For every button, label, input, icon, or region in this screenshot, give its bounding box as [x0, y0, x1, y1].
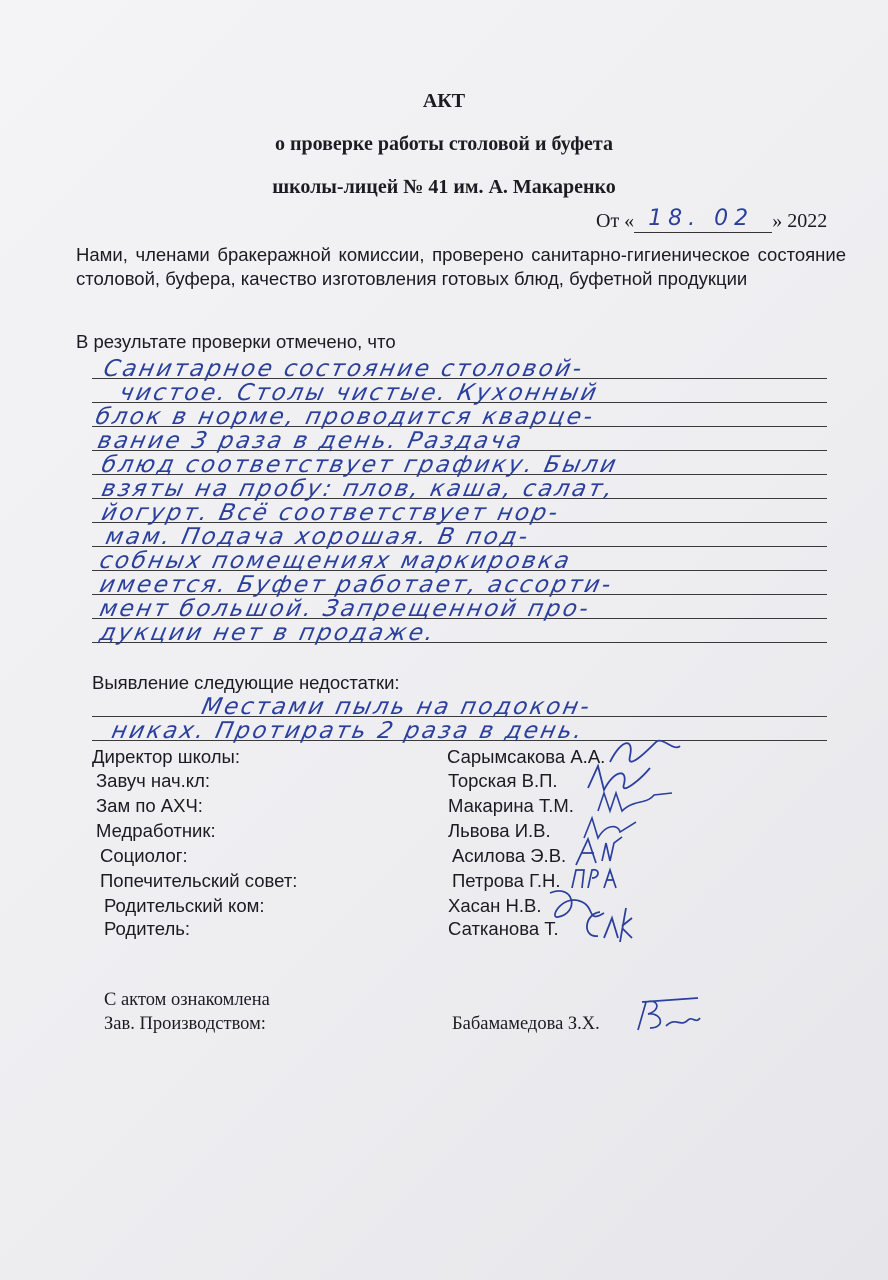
result-label: В результате проверки отмечено, что	[76, 331, 396, 352]
findings-line: взяты на пробу: плов, каша, салат,	[92, 475, 827, 499]
signature-mark	[576, 904, 636, 948]
signatory-role: Социолог:	[100, 845, 188, 866]
findings-line: блок в норме, проводится кварце-	[92, 403, 827, 427]
signatory-name: Сарымсакова А.А.	[447, 746, 606, 767]
signatory-role: Зам по АХЧ:	[96, 795, 203, 816]
document-subtitle: о проверке работы столовой и буфета	[274, 133, 614, 155]
acknowledgment-role: Зав. Производством:	[104, 1014, 266, 1034]
defects-line: Местами пыль на подокон-	[92, 693, 827, 717]
signatory-role: Завуч нач.кл:	[96, 770, 211, 791]
signatory-role: Директор школы:	[92, 746, 240, 767]
signatory-row	[100, 845, 800, 869]
findings-block	[92, 355, 827, 646]
signatory-name: Торская В.П.	[448, 770, 558, 791]
defects-block	[92, 693, 827, 744]
findings-line: мент большой. Запрещенной про-	[92, 595, 827, 619]
date-suffix: » 2022	[772, 210, 828, 232]
signatory-role: Родитель:	[104, 918, 191, 939]
signatory-row	[104, 895, 804, 919]
acknowledgment-line: С актом ознакомлена	[104, 990, 270, 1010]
signatory-role: Попечительский совет:	[100, 870, 298, 891]
date-handwritten: 18. 02	[648, 206, 755, 231]
acknowledgment-name: Бабамамедова З.Х.	[452, 1014, 600, 1034]
date-prefix: От «	[596, 210, 635, 232]
signatory-row	[96, 820, 796, 844]
signatory-name: Петрова Г.Н.	[452, 870, 561, 891]
signatory-name: Сатканова Т.	[448, 918, 559, 939]
findings-line: имеется. Буфет работает, ассорти-	[92, 571, 827, 595]
signatory-row	[100, 870, 800, 894]
date-blank	[634, 206, 772, 233]
acknowledgment-row	[104, 1014, 804, 1038]
signatory-name: Асилова Э.В.	[452, 845, 567, 866]
defects-line: никах. Протирать 2 раза в день.	[92, 717, 827, 741]
findings-line: собных помещениях маркировка	[92, 547, 827, 571]
signatory-row	[96, 770, 796, 794]
document-title: АКТ	[422, 90, 466, 112]
findings-line: мам. Подача хорошая. В под-	[92, 523, 827, 547]
findings-line: Санитарное состояние столовой-	[92, 355, 827, 379]
signatory-name: Львова И.В.	[448, 820, 551, 841]
findings-line: чистое. Столы чистые. Кухонный	[92, 379, 827, 403]
defects-label: Выявление следующие недостатки:	[92, 672, 400, 693]
findings-line: дукции нет в продаже.	[92, 619, 827, 643]
school-name: школы-лицей № 41 им. А. Макаренко	[272, 176, 616, 198]
signatory-row	[92, 746, 792, 770]
findings-line: блюд соответствует графику. Были	[92, 451, 827, 475]
signatory-row	[104, 918, 804, 942]
findings-line: йогурт. Всё соответствует нор-	[92, 499, 827, 523]
signature-mark	[632, 996, 702, 1040]
signatory-row	[96, 795, 796, 819]
findings-line: вание 3 раза в день. Раздача	[92, 427, 827, 451]
signatory-name: Макарина Т.М.	[448, 795, 574, 816]
signatory-name: Хасан Н.В.	[448, 895, 542, 916]
document-date	[596, 206, 828, 233]
intro-paragraph: Нами, членами бракеражной комиссии, проверено санитарно-гигиеническое состояние столовой, буфера, качество изготовления готовых блюд, буфетной продукции	[76, 244, 846, 289]
signatory-role: Родительский ком:	[104, 895, 265, 916]
signatory-role: Медработник:	[96, 820, 216, 841]
